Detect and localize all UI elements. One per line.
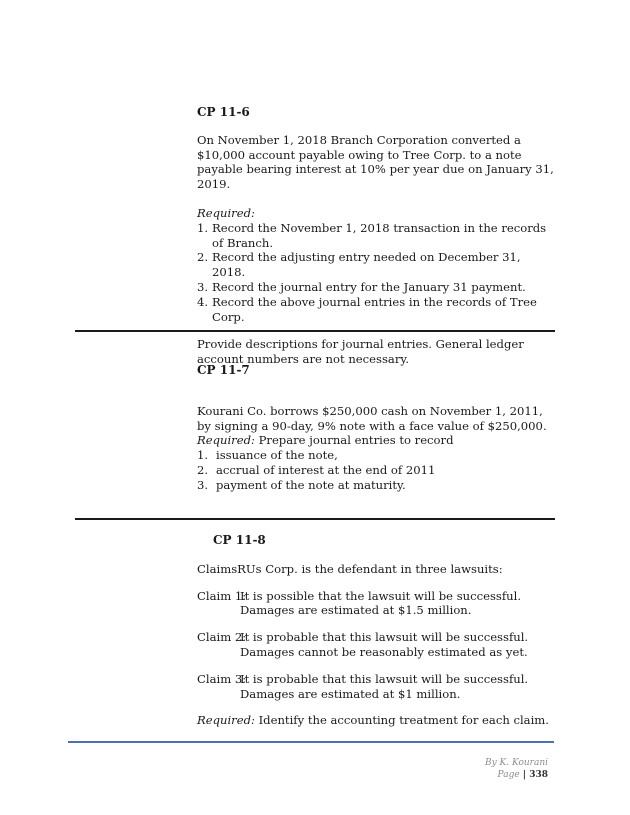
list-item: [197, 221, 557, 251]
claim-item: [197, 630, 557, 660]
section-heading: CP 11-8: [213, 533, 266, 547]
list-item: [197, 295, 557, 325]
footer-page: [485, 769, 548, 781]
list-text: Record the adjusting entry needed on December 31, 2018.: [212, 250, 521, 280]
section-cp-11-7: [197, 363, 557, 493]
list-item: [197, 463, 557, 478]
footer-divider: [68, 741, 554, 743]
list-item: [197, 250, 557, 280]
list-number: 1.: [197, 220, 209, 235]
list-text: Record the November 1, 2018 transaction in the records of Branch.: [212, 220, 547, 250]
page-separator: |: [519, 770, 530, 780]
section-cp-11-6: [197, 105, 557, 367]
section-cp-11-8: [197, 533, 557, 728]
required-label: Required:: [197, 205, 255, 220]
required-label: Required:: [197, 713, 255, 728]
list-number: 3.: [197, 477, 209, 492]
list-number: 3.: [197, 279, 209, 294]
list-text: Record the above journal entries in the records of Tree Corp.: [212, 294, 537, 324]
required-list: [197, 221, 557, 325]
list-item: [197, 448, 557, 463]
list-text: payment of the note at maturity.: [216, 477, 406, 492]
page-label: Page: [497, 770, 520, 780]
required-text: Identify the accounting treatment for each claim.: [254, 713, 549, 728]
list-number: 4.: [197, 294, 209, 309]
claim-item: [197, 589, 557, 619]
problem-note: Provide descriptions for journal entries. General ledger account numbers are not necessary.: [197, 337, 524, 367]
claim-item: [197, 672, 557, 702]
page-number: 338: [529, 770, 548, 780]
problem-intro: Kourani Co. borrows $250,000 cash on November 1, 2011, by signing a 90-day, 9% note with a face value of $250,000.: [197, 403, 547, 433]
section-heading: CP 11-7: [197, 363, 250, 377]
required-line: [197, 713, 557, 728]
required-line: [197, 206, 557, 221]
footer-author: By K. Kourani: [484, 758, 548, 768]
list-number: 2.: [197, 250, 209, 265]
claim-text: It is possible that the lawsuit will be successful. Damages are estimated at $1.5 million.: [240, 588, 522, 618]
claim-text: It is probable that this lawsuit will be successful. Damages are estimated at $1 million.: [240, 671, 529, 701]
section-divider: [75, 330, 555, 332]
page-footer: [485, 757, 548, 781]
list-item: [197, 478, 557, 493]
problem-intro: ClaimsRUs Corp. is the defendant in three lawsuits:: [197, 561, 503, 576]
claim-label: Claim 3:: [197, 671, 247, 686]
list-number: 1.: [197, 448, 209, 463]
claim-label: Claim 2:: [197, 630, 247, 645]
list-number: 2.: [197, 462, 209, 477]
list-item: [197, 280, 557, 295]
claim-label: Claim 1:: [197, 588, 247, 603]
claim-text: It is probable that this lawsuit will be successful. Damages cannot be reasonably estimated as yet.: [240, 630, 529, 659]
section-divider: [75, 518, 555, 520]
required-text: Prepare journal entries to record: [254, 433, 454, 448]
list-text: accrual of interest at the end of 2011: [216, 462, 436, 477]
list-text: Record the journal entry for the January 31 payment.: [212, 279, 526, 294]
list-text: issuance of the note,: [216, 448, 338, 463]
required-list: [197, 448, 557, 492]
required-line: [197, 433, 557, 448]
problem-intro: On November 1, 2018 Branch Corporation converted a $10,000 account payable owing to Tree Corp. to a note payable bearing interest at 10% per year due on January 31, 2019.: [197, 132, 554, 192]
required-label: Required:: [197, 433, 255, 448]
section-heading: CP 11-6: [197, 105, 250, 119]
